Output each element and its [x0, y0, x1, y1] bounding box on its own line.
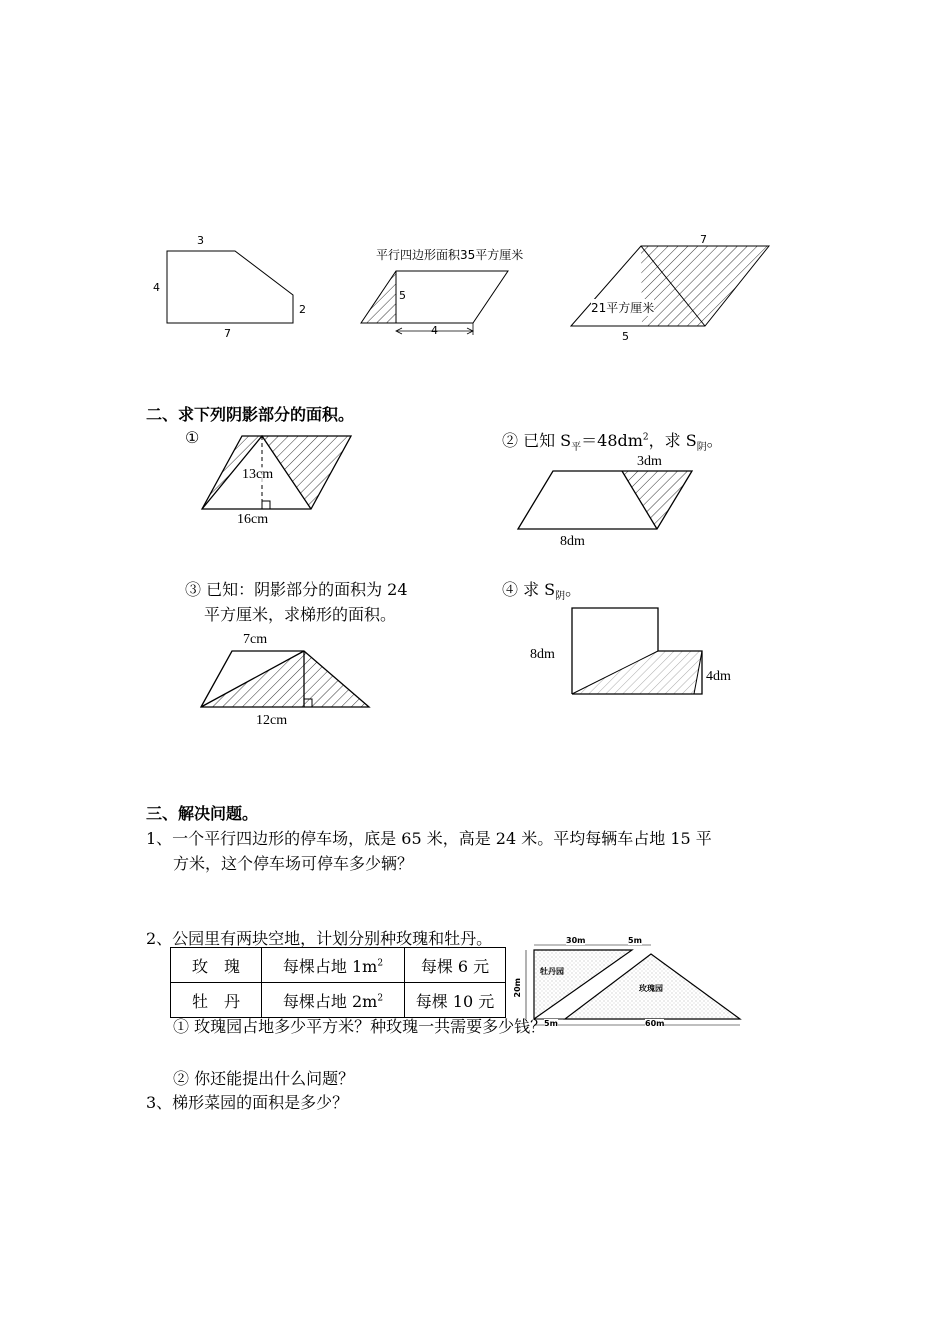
- fig2-height-label: 5: [399, 289, 406, 302]
- q4-left-label: 8dm: [530, 647, 555, 662]
- pentagon-figure: [150, 235, 330, 355]
- q2-figure: [514, 466, 704, 536]
- fig3-area-label: 21平方厘米: [591, 301, 655, 315]
- q1-height-label: 13cm: [242, 467, 274, 482]
- q2-sup: 2: [642, 432, 649, 443]
- q1-number: ①: [185, 428, 200, 447]
- q3-top-label: 7cm: [243, 632, 268, 647]
- plant-area-text: 每棵占地 2m: [282, 991, 378, 1011]
- park-top2-label: 5m: [628, 936, 642, 945]
- q1-figure: [195, 430, 365, 520]
- park-top-label: 30m: [566, 936, 586, 945]
- problem-2-question-2: ② 你还能提出什么问题？: [173, 1069, 355, 1088]
- q3-bottom-label: 12cm: [256, 713, 288, 728]
- q4-figure: [568, 604, 718, 704]
- q4-right-label: 4dm: [706, 669, 731, 684]
- q2-text-a: ② 已知 S: [502, 431, 572, 450]
- q4-prompt: [502, 577, 581, 602]
- park-bottom1-label: 5m: [544, 1019, 558, 1028]
- peony-garden-label: 牡丹园: [540, 967, 564, 976]
- q4-sub: 阴: [555, 591, 566, 603]
- section-3-heading: 三、解决问题。: [146, 804, 259, 823]
- q2-top-label: 3dm: [637, 454, 662, 469]
- fig3-bottom-label: 5: [622, 330, 629, 343]
- q3-line1: ③ 已知：阴影部分的面积为 24: [185, 580, 408, 599]
- q3-line2: 平方厘米，求梯形的面积。: [204, 605, 397, 624]
- problem-1-line1: 1、一个平行四边形的停车场，底是 65 米，高是 24 米。平均每辆车占地 15 平: [146, 829, 712, 848]
- fig1-top-label: 3: [197, 234, 204, 247]
- q2-sub-a: 平: [571, 442, 582, 454]
- q1-base-label: 16cm: [237, 512, 269, 527]
- q4-text-a: ④ 求 S: [502, 580, 556, 599]
- plant-table: [170, 947, 506, 1018]
- problem-2-question-1: ① 玫瑰园占地多少平方米？种玫瑰一共需要多少钱？: [173, 1017, 547, 1036]
- plant-area: [262, 983, 405, 1018]
- plant-name: 玫 瑰: [171, 948, 262, 983]
- fig3-top-label: 7: [700, 233, 707, 246]
- plant-area-sup: 2: [377, 958, 384, 969]
- fig1-left-label: 4: [153, 281, 160, 294]
- fig1-bottom-label: 7: [224, 327, 231, 340]
- fig2-caption: 平行四边形面积35平方厘米: [376, 248, 524, 262]
- rose-garden-label: 玫瑰园: [639, 984, 663, 993]
- q2-text-d: 。: [706, 431, 723, 450]
- plant-area: [262, 948, 405, 983]
- section-2-heading: 二、求下列阴影部分的面积。: [146, 405, 355, 424]
- plant-area-text: 每棵占地 1m: [282, 956, 378, 976]
- q4-text-b: 。: [565, 580, 582, 599]
- problem-3: 3、梯形菜园的面积是多少？: [146, 1093, 349, 1112]
- fig2-base-label: 4: [431, 324, 438, 337]
- q2-bottom-label: 8dm: [560, 534, 585, 549]
- parallelogram-figure: [355, 265, 515, 365]
- park-bottom2-label: 60m: [645, 1019, 665, 1028]
- triangle-parallelogram-figure: [565, 240, 785, 340]
- plant-area-sup: 2: [377, 993, 384, 1004]
- fig1-right-label: 2: [299, 303, 306, 316]
- park-diagram: [515, 940, 745, 1030]
- plant-name: 牡 丹: [171, 983, 262, 1018]
- q2-text-b: ＝48dm: [581, 431, 643, 450]
- q3-figure: [195, 645, 375, 715]
- problem-2-intro: 2、公园里有两块空地，计划分别种玫瑰和牡丹。: [146, 929, 493, 948]
- q2-prompt: [502, 428, 723, 453]
- table-row: [171, 983, 506, 1018]
- table-row: [171, 948, 506, 983]
- plant-price: 每棵 10 元: [405, 983, 506, 1018]
- q2-sub-c: 阴: [696, 442, 707, 454]
- plant-price: 每棵 6 元: [405, 948, 506, 983]
- q2-text-c: ，求 S: [648, 431, 697, 450]
- problem-1-line2: 方米，这个停车场可停车多少辆？: [173, 854, 414, 873]
- park-left-label: 20m: [513, 978, 522, 998]
